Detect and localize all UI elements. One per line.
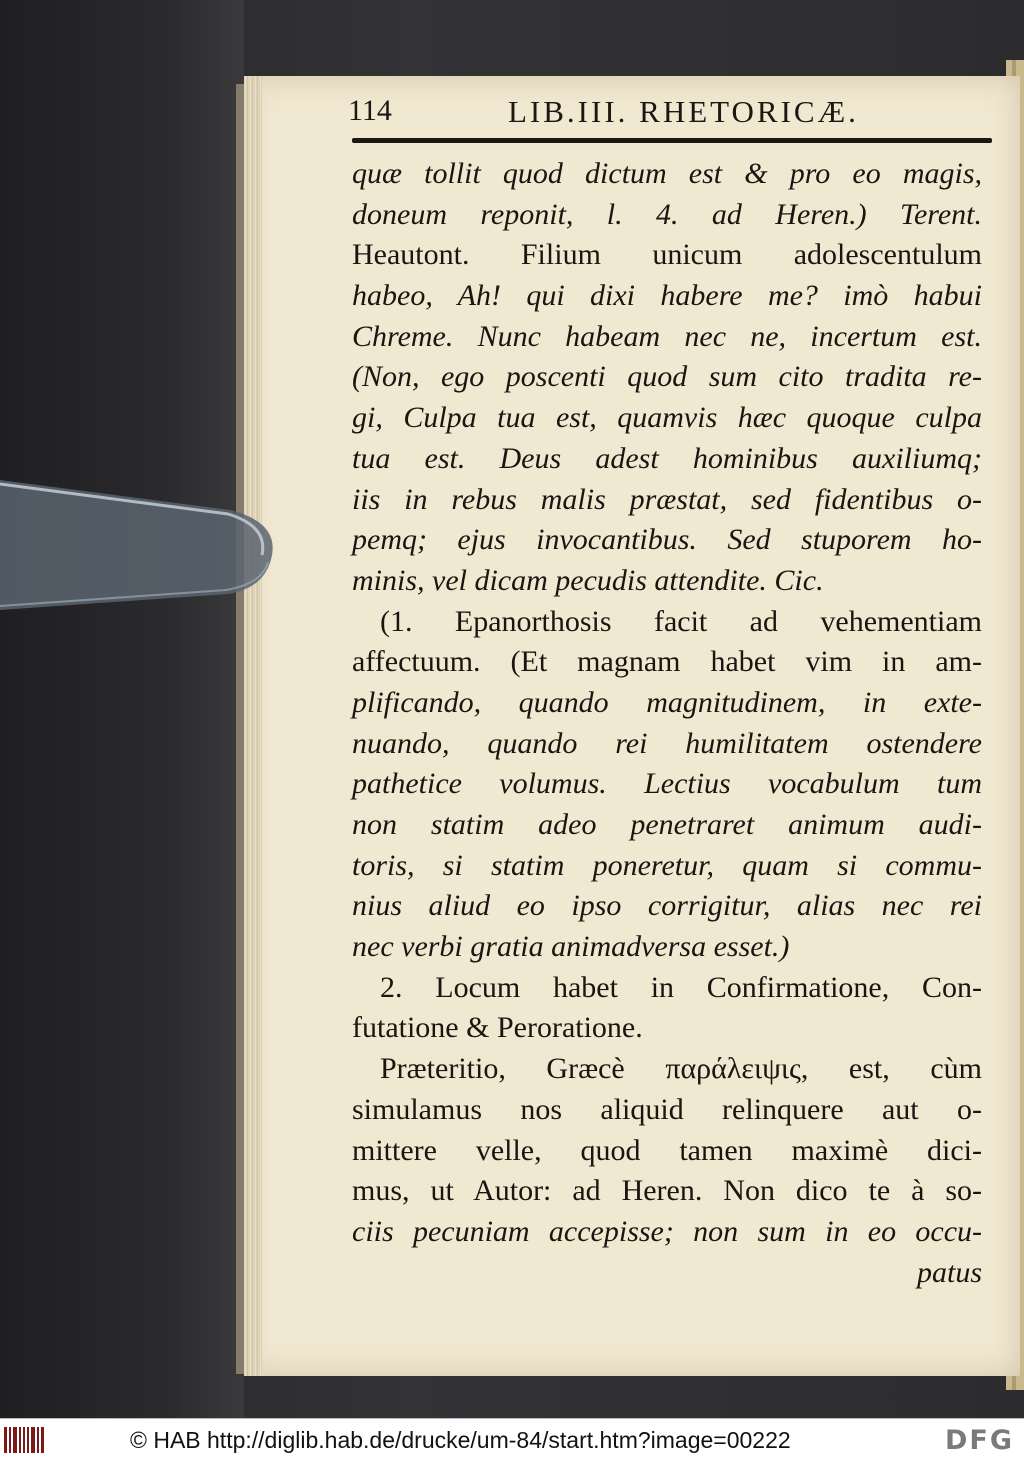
text-line: doneum reponit, l. 4. ad Heren.) Terent. [352,197,982,231]
footer-bar [0,1418,1024,1459]
text-line: iis in rebus malis præstat, sed fidentibus o- [352,482,982,516]
text-block [352,154,982,1293]
text-line: ciis pecuniam accepisse; non sum in eo occu- [352,1214,982,1248]
text-line: pathetice volumus. Lectius vocabulum tum [352,767,982,801]
text-line: nuando, quando rei humilitatem ostendere [352,726,982,760]
running-title: LIB.III. RHETORICÆ. [508,94,859,129]
text-line: Præteritio, Græcè παράλειψις, est, cùm [380,1052,982,1086]
source-link[interactable]: © HAB http://diglib.hab.de/drucke/um-84/start.htm?image=00222 [130,1427,791,1453]
text-line: quæ tollit quod dictum est & pro eo magis, [352,157,982,190]
text-line: non statim adeo penetraret animum audi- [352,808,982,841]
text-line: plificando, quando magnitudinem, in exte- [352,685,982,719]
text-line: mus, ut Autor: ad Heren. Non dico te à so- [352,1174,982,1208]
text-line: simulamus nos aliquid relinquere aut o- [352,1092,982,1126]
text-line: 2. Locum habet in Confirmatione, Con- [380,970,982,1004]
text-line: pemq; ejus invocantibus. Sed stuporem ho- [352,523,982,557]
text-line: Chreme. Nunc habeam nec ne, incertum est. [352,319,982,353]
head-rule [352,138,992,143]
text-line: (1. Epanorthosis facit ad vehementiam [380,604,982,638]
dfg-logo: DFG [944,1425,1014,1456]
book-page [244,76,1020,1376]
text-line: tua est. Deus adest hominibus auxiliumq; [352,441,982,475]
text-line: nec verbi gratia animadversa esset.) [352,930,790,964]
text-line: nius aliud eo ipso corrigitur, alias nec rei [352,889,982,923]
page-gutter-edge [244,76,262,1376]
page-number: 114 [348,94,392,127]
text-line: habeo, Ah! qui dixi habere me? imò habui [352,279,982,313]
page-holder-blade [0,470,290,620]
text-line: (Non, ego poscenti quod sum cito tradita re- [352,360,982,394]
text-line: minis, vel dicam pecudis attendite. Cic. [352,563,824,597]
catchword: patus [916,1255,982,1289]
text-line: toris, si statim poneretur, quam si commu- [352,848,982,882]
text-line: affectuum. (Et magnam habet vim in am- [352,645,982,679]
hab-barcode-icon [4,1427,44,1453]
text-line: futatione & Peroratione. [352,1011,643,1045]
text-line: mittere velle, quod tamen maximè dici- [352,1133,982,1167]
running-head [348,94,948,144]
text-line: gi, Culpa tua est, quamvis hæc quoque culpa [352,401,982,435]
text-line: Heautont. Filium unicum adolescentulum [352,238,982,272]
